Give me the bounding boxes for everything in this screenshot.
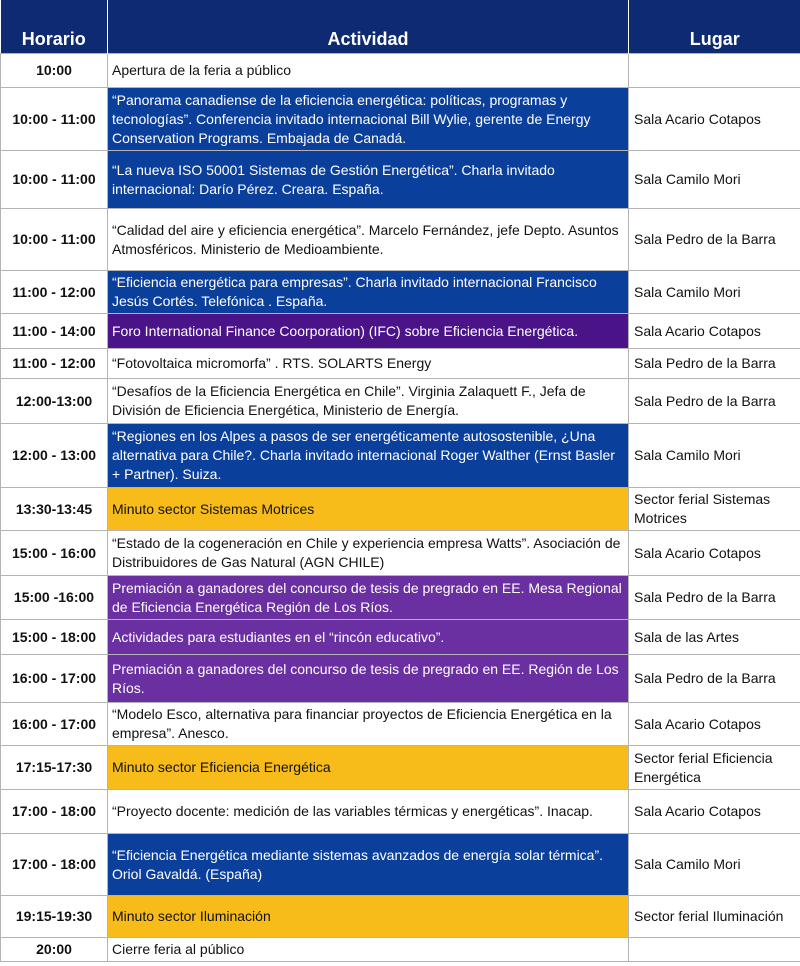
table-row	[1, 620, 800, 655]
activity-cell: Premiación a ganadores del concurso de tesis de pregrado en EE. Mesa Regional de Eficiencia Energética Región de Los Ríos.	[108, 576, 629, 620]
time-cell: 11:00 - 12:00	[1, 349, 108, 379]
activity-cell: Premiación a ganadores del concurso de tesis de pregrado en EE. Región de Los Ríos.	[108, 655, 629, 703]
table-row	[1, 54, 800, 88]
time-cell: 10:00 - 11:00	[1, 151, 108, 209]
table-row	[1, 834, 800, 896]
place-cell: Sala Acario Cotapos	[629, 790, 800, 834]
place-cell: Sala de las Artes	[629, 620, 800, 655]
place-cell: Sala Camilo Mori	[629, 834, 800, 896]
place-cell: Sala Camilo Mori	[629, 271, 800, 314]
activity-cell: Apertura de la feria a público	[108, 54, 629, 88]
place-cell: Sala Acario Cotapos	[629, 703, 800, 746]
time-cell: 13:30-13:45	[1, 488, 108, 531]
time-cell: 17:00 - 18:00	[1, 834, 108, 896]
activity-cell: “Panorama canadiense de la eficiencia energética: políticas, programas y tecnologías”. Conferencia invitado internacional Bill Wylie, gerente de Energy Conservation Programs. Embajada de Canadá.	[108, 88, 629, 151]
table-row	[1, 576, 800, 620]
activity-cell: “Modelo Esco, alternativa para financiar proyectos de Eficiencia Energética en la empresa”. Anesco.	[108, 703, 629, 746]
place-cell	[629, 54, 800, 88]
table-row	[1, 314, 800, 349]
time-cell: 16:00 - 17:00	[1, 655, 108, 703]
place-cell: Sala Acario Cotapos	[629, 88, 800, 151]
time-cell: 11:00 - 12:00	[1, 271, 108, 314]
time-cell: 20:00	[1, 938, 108, 962]
table-row	[1, 88, 800, 151]
activity-cell: Actividades para estudiantes en el “rincón educativo”.	[108, 620, 629, 655]
time-cell: 11:00 - 14:00	[1, 314, 108, 349]
table-row	[1, 209, 800, 271]
time-cell: 10:00	[1, 54, 108, 88]
table-row	[1, 424, 800, 488]
activity-cell: “Calidad del aire y eficiencia energética”. Marcelo Fernández, jefe Depto. Asuntos Atmosféricos. Ministerio de Medioambiente.	[108, 209, 629, 271]
activity-cell: Cierre feria al público	[108, 938, 629, 962]
header-activity: Actividad	[108, 0, 629, 54]
time-cell: 15:00 - 16:00	[1, 531, 108, 576]
table-row	[1, 655, 800, 703]
table-row	[1, 379, 800, 424]
table-row	[1, 790, 800, 834]
activity-cell: “Proyecto docente: medición de las variables térmicas y energéticas”. Inacap.	[108, 790, 629, 834]
place-cell: Sala Acario Cotapos	[629, 314, 800, 349]
time-cell: 16:00 - 17:00	[1, 703, 108, 746]
place-cell: Sala Pedro de la Barra	[629, 655, 800, 703]
activity-cell: “Estado de la cogeneración en Chile y experiencia empresa Watts”. Asociación de Distribuidores de Gas Natural (AGN CHILE)	[108, 531, 629, 576]
place-cell: Sector ferial Iluminación	[629, 896, 800, 938]
activity-cell: Minuto sector Eficiencia Energética	[108, 746, 629, 790]
place-cell: Sala Pedro de la Barra	[629, 576, 800, 620]
table-row	[1, 746, 800, 790]
place-cell: Sala Camilo Mori	[629, 151, 800, 209]
activity-cell: Minuto sector Iluminación	[108, 896, 629, 938]
activity-cell: Minuto sector Sistemas Motrices	[108, 488, 629, 531]
place-cell: Sector ferial Sistemas Motrices	[629, 488, 800, 531]
header-place: Lugar	[629, 0, 800, 54]
time-cell: 15:00 -16:00	[1, 576, 108, 620]
activity-cell: Foro International Finance Coorporation) (IFC) sobre Eficiencia Energética.	[108, 314, 629, 349]
header-time: Horario	[1, 0, 108, 54]
time-cell: 15:00 - 18:00	[1, 620, 108, 655]
time-cell: 12:00 - 13:00	[1, 424, 108, 488]
time-cell: 17:00 - 18:00	[1, 790, 108, 834]
place-cell: Sala Pedro de la Barra	[629, 379, 800, 424]
time-cell: 12:00-13:00	[1, 379, 108, 424]
table-row	[1, 151, 800, 209]
table-row	[1, 938, 800, 962]
time-cell: 10:00 - 11:00	[1, 209, 108, 271]
table-row	[1, 896, 800, 938]
activity-cell: “Desafíos de la Eficiencia Energética en Chile”. Virginia Zalaquett F., Jefa de División de Eficiencia Energética, Ministerio de Energía.	[108, 379, 629, 424]
place-cell: Sala Acario Cotapos	[629, 531, 800, 576]
place-cell	[629, 938, 800, 962]
header-row	[1, 0, 800, 54]
table-row	[1, 349, 800, 379]
activity-cell: “Fotovoltaica micromorfa” . RTS. SOLARTS Energy	[108, 349, 629, 379]
place-cell: Sector ferial Eficiencia Energética	[629, 746, 800, 790]
table-row	[1, 703, 800, 746]
place-cell: Sala Pedro de la Barra	[629, 349, 800, 379]
activity-cell: “La nueva ISO 50001 Sistemas de Gestión Energética”. Charla invitado internacional: Darío Pérez. Creara. España.	[108, 151, 629, 209]
place-cell: Sala Pedro de la Barra	[629, 209, 800, 271]
time-cell: 19:15-19:30	[1, 896, 108, 938]
table-row	[1, 271, 800, 314]
time-cell: 10:00 - 11:00	[1, 88, 108, 151]
table-row	[1, 531, 800, 576]
time-cell: 17:15-17:30	[1, 746, 108, 790]
activity-cell: “Eficiencia Energética mediante sistemas avanzados de energía solar térmica”. Oriol Gavaldá. (España)	[108, 834, 629, 896]
place-cell: Sala Camilo Mori	[629, 424, 800, 488]
activity-cell: “Regiones en los Alpes a pasos de ser energéticamente autosostenible, ¿Una alternativa para Chile?. Charla invitado internacional Roger Walther (Ernst Basler + Partner). Suiza.	[108, 424, 629, 488]
table-row	[1, 488, 800, 531]
activity-cell: “Eficiencia energética para empresas”. Charla invitado internacional Francisco Jesús Cortés. Telefónica . España.	[108, 271, 629, 314]
